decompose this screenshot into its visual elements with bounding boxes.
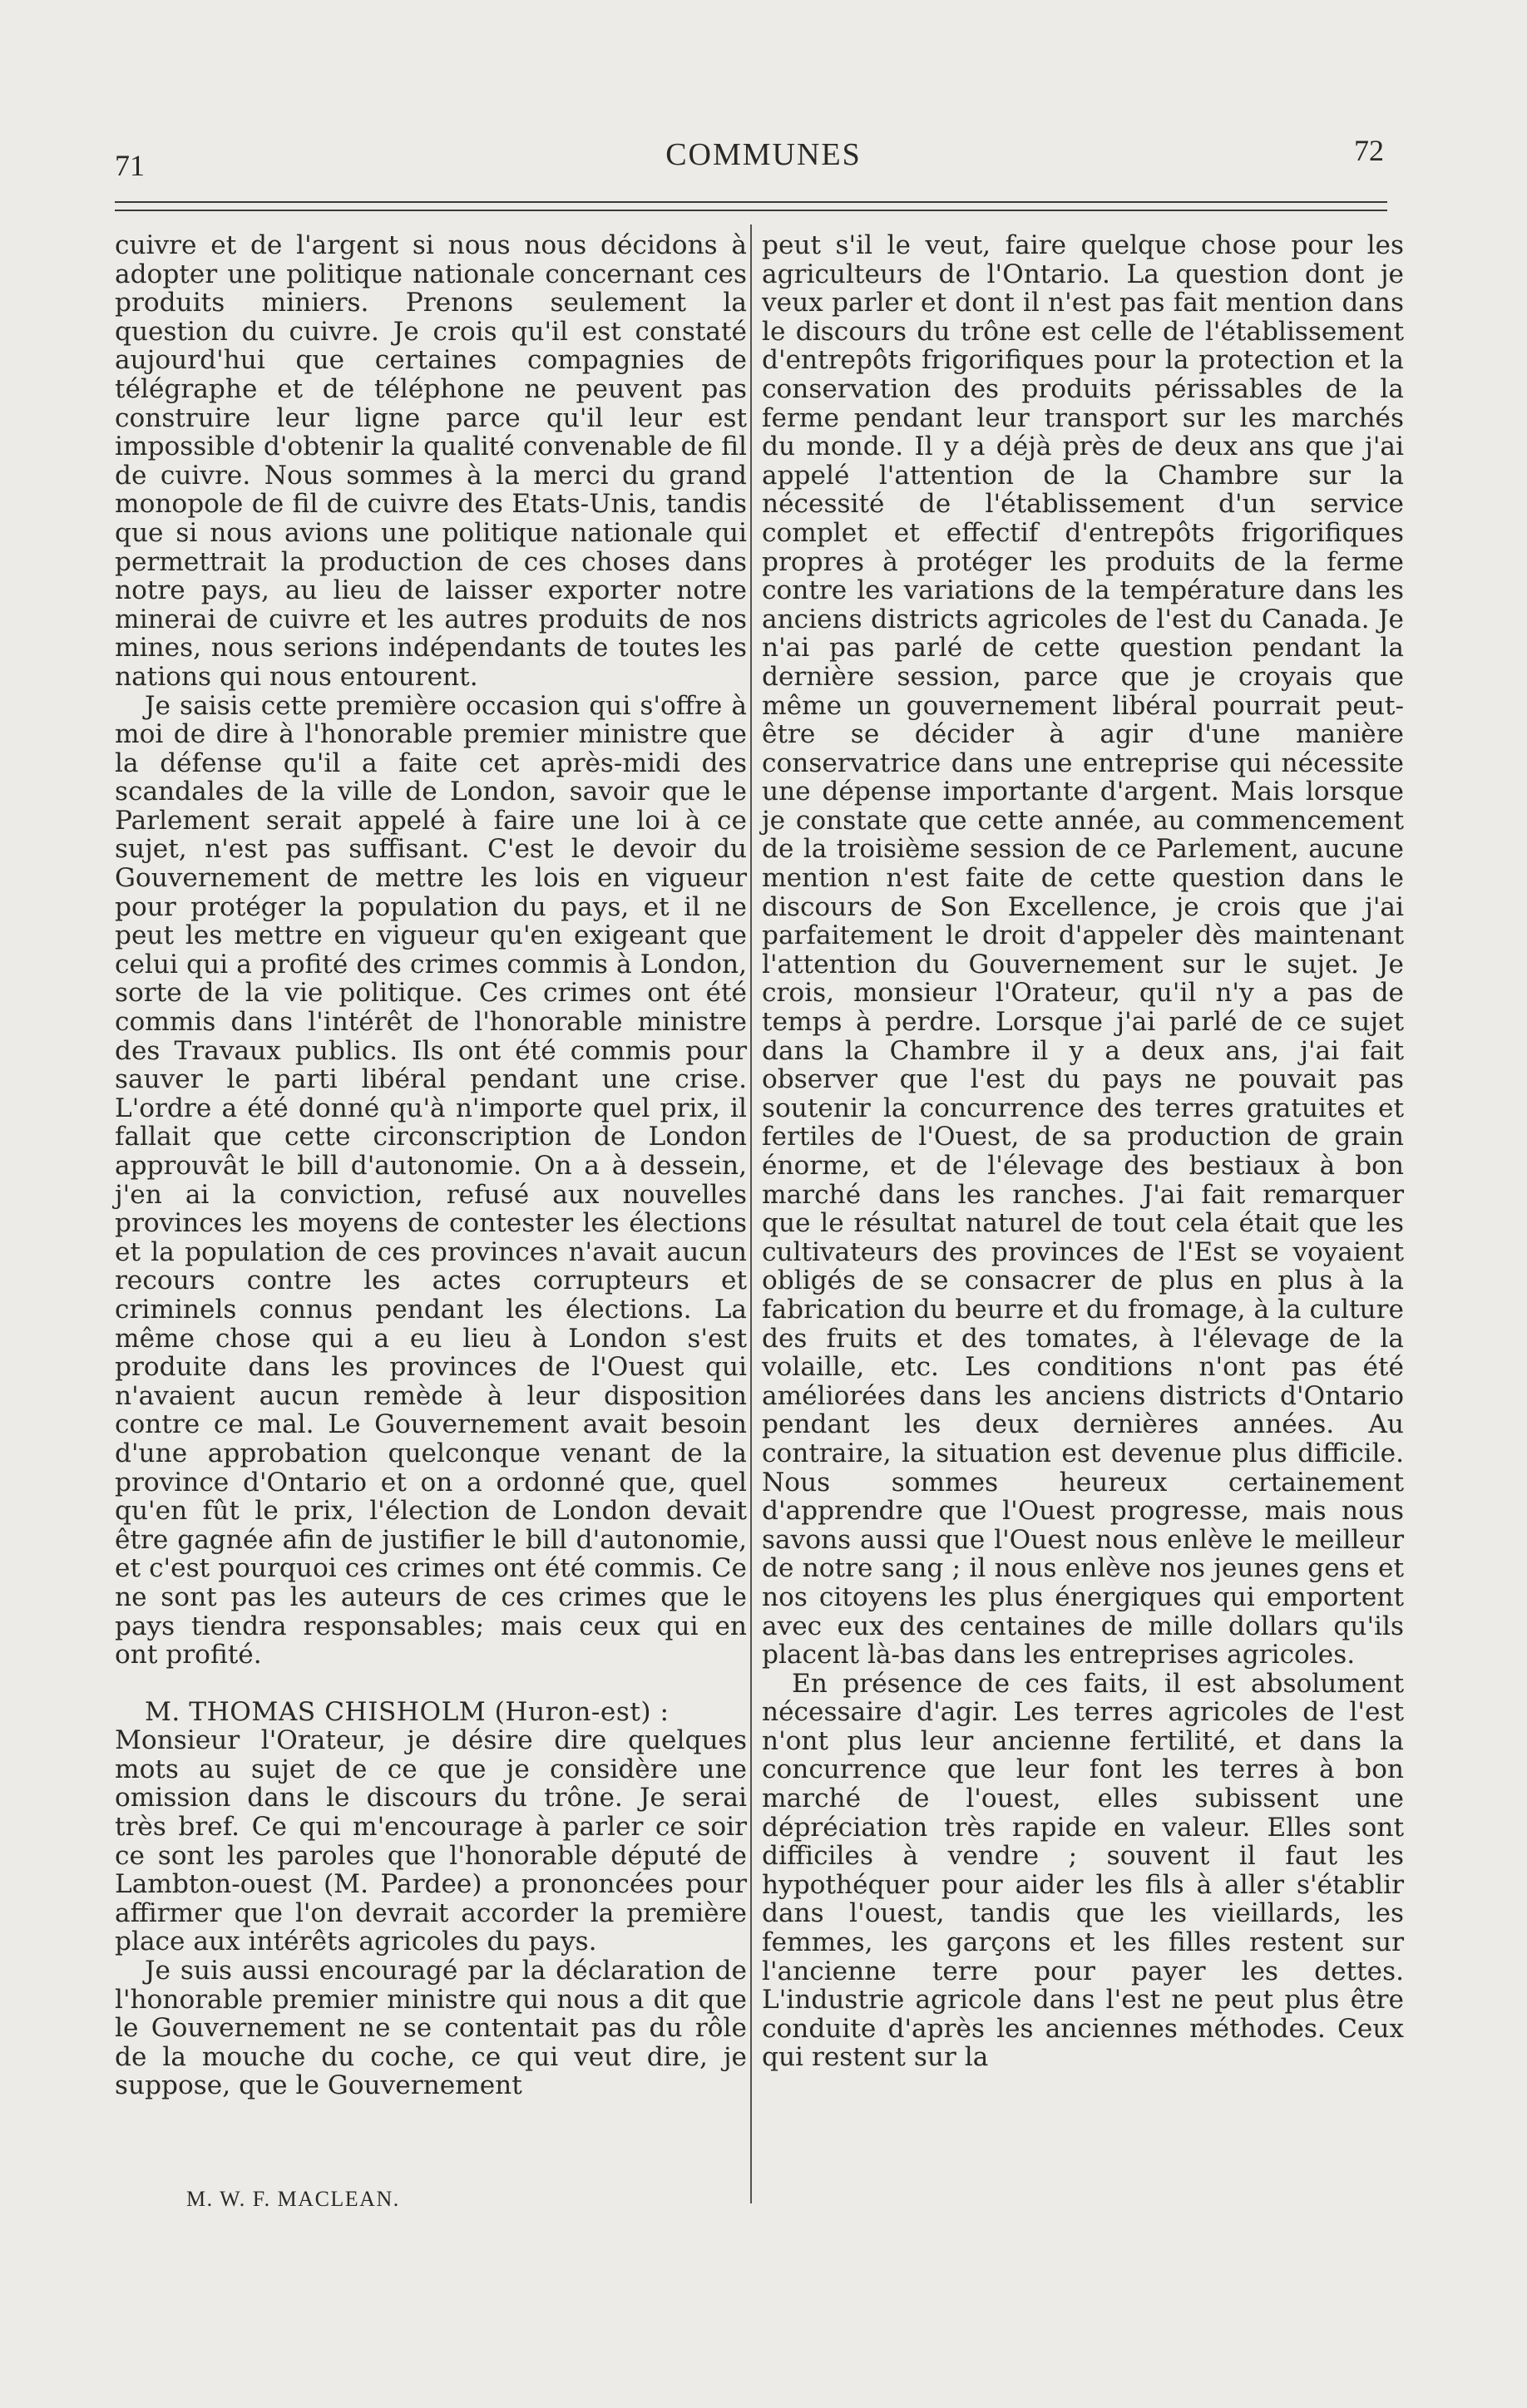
- page-number-right: 72: [1354, 134, 1384, 167]
- speaker-paragraph: [115, 1698, 747, 1727]
- left-paragraph-1: cuivre et de l'argent si nous nous décidons à adopter une politique nationale concernant ces produits miniers. Prenons seulement la question du cuivre. Je crois qu'il est constaté aujourd'hui que certaines compagnies de télégraphe et de téléphone ne peuvent pas construire leur ligne parce qu'il leur est impossible d'obtenir la qualité convenable de fil de cuivre. Nous sommes à la merci du grand monopole de fil de cuivre des Etats-Unis, tandis que si nous avions une politique nationale qui permettrait la production de ces choses dans notre pays, au lieu de laisser exporter notre minerai de cuivre et les autres produits de nos mines, nous serions indépendants de toutes les nations qui nous entourent.: [115, 230, 747, 692]
- column-divider: [750, 225, 752, 2203]
- right-paragraph-1: peut s'il le veut, faire quelque chose pour les agriculteurs de l'Ontario. La question dont je veux parler et dont il n'est pas fait mention dans le discours du trône est celle de l'établissement d'entrepôts frigorifiques pour la protection et la conservation des produits périssables de la ferme pendant leur transport sur les marchés du monde. Il y a déjà près de deux ans que j'ai appelé l'attention de la Chambre sur la nécessité de l'établissement d'un service complet et effectif d'entrepôts frigorifiques propres à protéger les produits de la ferme contre les variations de la température dans les anciens districts agricoles de l'est du Canada. Je n'ai pas parlé de cette question pendant la dernière session, parce que je croyais que même un gouvernement libéral pourrait peut-être se décider à agir d'une manière conservatrice dans une entreprise qui nécessite une dépense importante d'argent. Mais lorsque je constate que cette année, au commencement de la troisième session de ce Parlement, aucune mention n'est faite de cette question dans le discours de Son Excellence, je crois que j'ai parfaitement le droit d'appeler dès maintenant l'attention du Gouvernement sur le sujet. Je crois, monsieur l'Orateur, qu'il n'y a pas de temps à perdre. Lorsque j'ai parlé de ce sujet dans la Chambre il y a deux ans, j'ai fait observer que l'est du pays ne pouvait pas soutenir la concurrence des terres gratuites et fertiles de l'Ouest, de sa production de grain énorme, et de l'élevage des bestiaux à bon marché dans les ranches. J'ai fait remarquer que le résultat naturel de tout cela était que les cultivateurs des provinces de l'Est se voyaient obligés de se consacrer de plus en plus à la fabrication du beurre et du fromage, à la culture des fruits et des tomates, à l'élevage de la volaille, etc. Les conditions n'ont pas été améliorées dans les anciens districts d'Ontario pendant les deux dernières années. Au contraire, la situation est devenue plus difficile. Nous sommes heureux certainement d'apprendre que l'Ouest progresse, mais nous savons aussi que l'Ouest nous enlève le meilleur de notre sang ; il nous enlève nos jeunes gens et nos citoyens les plus énergiques qui emportent avec eux des centaines de mille dollars qu'ils placent là-bas dans les entreprises agricoles.: [762, 230, 1404, 1670]
- left-paragraph-2: Je saisis cette première occasion qui s'offre à moi de dire à l'honorable premier ministre que la défense qu'il a faite cet après-midi des scandales de la ville de London, savoir que le Parlement serait appelé à faire une loi à ce sujet, n'est pas suffisant. C'est le devoir du Gouvernement de mettre les lois en vigueur pour protéger la population du pays, et il ne peut les mettre en vigueur qu'en exigeant que celui qui a profité des crimes commis à London, sorte de la vie politique. Ces crimes ont été commis dans l'intérêt de l'honorable ministre des Travaux publics. Ils ont été commis pour sauver le parti libéral pendant une crise. L'ordre a été donné qu'à n'importe quel prix, il fallait que cette circonscription de London approuvât le bill d'autonomie. On a à dessein, j'en ai la conviction, refusé aux nouvelles provinces les moyens de contester les élections et la population de ces provinces n'avait aucun recours contre les actes corrupteurs et criminels connus pendant les élections. La même chose qui a eu lieu à London s'est produite dans les provinces de l'Ouest qui n'avaient aucun remède à leur disposition contre ce mal. Le Gouvernement avait besoin d'une approbation quelconque venant de la province d'Ontario et on a ordonné que, quel qu'en fût le prix, l'élection de London devait être gagnée afin de justifier le bill d'autonomie, et c'est pourquoi ces crimes ont été commis. Ce ne sont pas les auteurs de ces crimes que le pays tiendra responsables; mais ceux qui en ont profité.: [115, 690, 747, 1670]
- right-column: [762, 231, 1404, 2072]
- header-rule-bottom: [115, 210, 1387, 211]
- header-rule-top: [115, 201, 1387, 203]
- right-paragraph-2: En présence de ces faits, il est absolument nécessaire d'agir. Les terres agricoles de l'est n'ont plus leur ancienne fertilité, et dans la concurrence que leur font les terres à bon marché de l'ouest, elles subissent une dépréciation très rapide en valeur. Elles sont difficiles à vendre ; souvent il faut les hypothéquer pour aider les fils à aller s'établir dans l'ouest, tandis que les vieillards, les femmes, les garçons et les filles restent sur l'ancienne terre pour payer les dettes. L'industrie agricole dans l'est ne peut plus être conduite d'après les anciennes méthodes. Ceux qui restent sur la: [762, 1668, 1404, 2073]
- speaker-name: M. THOMAS CHISHOLM (Huron-est) :: [145, 1696, 670, 1727]
- left-column: [115, 231, 747, 2100]
- left-paragraph-3: Monsieur l'Orateur, je désire dire quelques mots au sujet de ce que je considère une omission dans le discours du trône. Je serai très bref. Ce qui m'encourage à parler ce soir ce sont les paroles que l'honorable député de Lambton-ouest (M. Pardee) a prononcées pour affirmer que l'on devrait accorder la première place aux intérêts agricoles du pays.: [115, 1725, 747, 1957]
- running-head-title: COMMUNES: [665, 137, 862, 172]
- left-paragraph-4: Je suis aussi encouragé par la déclaration de l'honorable premier ministre qui nous a dit que le Gouvernement ne se contentait pas du rôle de la mouche du coche, ce qui veut dire, je suppose, que le Gouvernement: [115, 1956, 747, 2101]
- footer-speaker-name: M. W. F. MACLEAN.: [186, 2187, 400, 2211]
- page-number-left: 71: [115, 149, 145, 182]
